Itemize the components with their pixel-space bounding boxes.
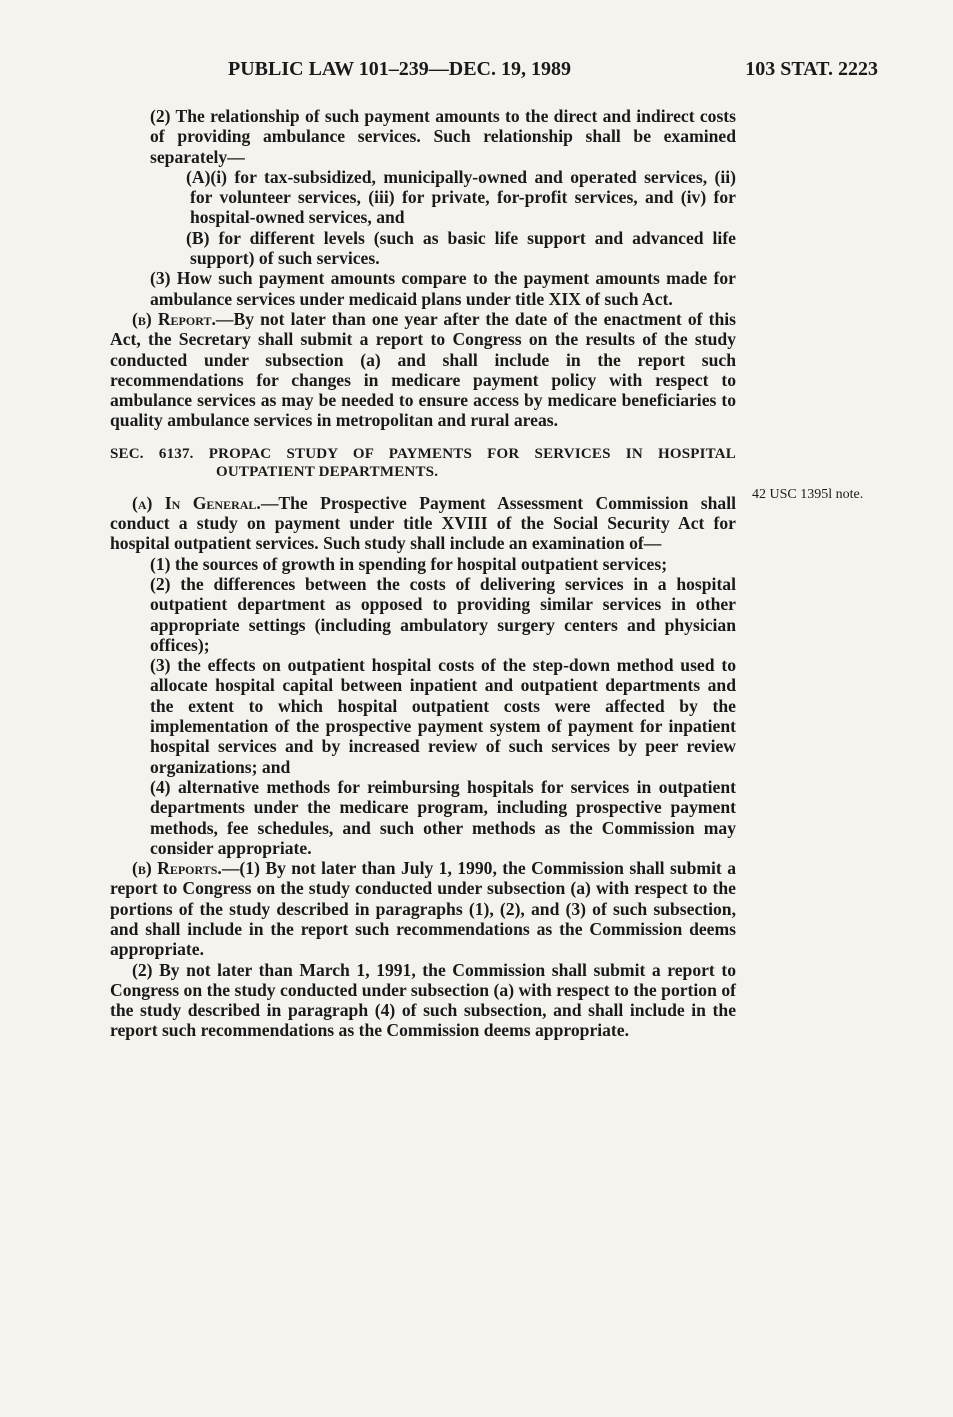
paragraph-3-comparison: (3) How such payment amounts compare to the payment amounts made for ambulance services under medicaid plans under title XIX of such Act.: [150, 268, 736, 309]
subsection-b-reports-text: —(1) By not later than July 1, 1990, the Commission shall submit a report to Congress on the study conducted under subsection (a) with respect to the portions of the study described in paragraphs (1), (2), and (3) of such subsection, and shall include in the report such recommendations as the Commission deems appropriate.: [110, 858, 736, 960]
item-3: (3) the effects on outpatient hospital costs of the step-down method used to allocate hospital capital between inpatient and outpatient departments and the extent to which hospital outpatient costs were affected by the implementation of the prospective payment system of payment for inpatient hospital services and by increased review of such services by peer review organizations; and: [150, 655, 736, 777]
public-law-title: PUBLIC LAW 101–239—DEC. 19, 1989: [228, 58, 571, 80]
subsection-b-report: [110, 309, 736, 431]
subsection-a-text: —The Prospective Payment Assessment Commission shall conduct a study on payment under title XVIII of the Social Security Act for hospital outpatient services. Such study shall include an examination of—: [110, 492, 736, 554]
subparagraph-a: (A)(i) for tax-subsidized, municipally-owned and operated services, (ii) for volunteer services, (iii) for private, for-profit services, and (iv) for hospital-owned services, and: [186, 166, 736, 228]
usc-margin-note: 42 USC 1395l note.: [752, 487, 864, 502]
subsection-b-reports: [110, 858, 736, 959]
section-heading: SEC. 6137. PROPAC STUDY OF PAYMENTS FOR SERVICES IN HOSPITAL OUTPATIENT DEPARTMENTS.: [110, 445, 736, 480]
stat-page-number: 103 STAT. 2223: [745, 58, 878, 80]
subparagraph-b: (B) for different levels (such as basic life support and advanced life support) of such services.: [186, 227, 736, 269]
paragraph-2-relationship: (2) The relationship of such payment amounts to the direct and indirect costs of providing ambulance services. Such relationship shall be examined separately—: [150, 106, 736, 167]
subsection-a-general: [110, 493, 736, 554]
item-4: (4) alternative methods for reimbursing hospitals for services in outpatient departments under the medicare program, including prospective payment methods, fee schedules, and such other methods as the Commission may consider appropriate.: [150, 776, 736, 858]
subsection-b-label: (b) Report.: [132, 308, 216, 329]
subsection-b-text: —By not later than one year after the date of the enactment of this Act, the Secretary shall submit a report to Congress on the results of the study conducted under subsection (a) and shall include in the report such recommendations for changes in medicare payment policy with respect to ambulance services as may be needed to ensure access by medicare beneficiaries to quality ambulance services in metropolitan and rural areas.: [110, 308, 736, 431]
subsection-a-label: (a) In General.: [132, 492, 261, 513]
item-1: (1) the sources of growth in spending for hospital outpatient services;: [150, 553, 668, 574]
item-2: (2) the differences between the costs of delivering services in a hospital outpatient department as opposed to providing similar services in other appropriate settings (including ambulatory surgery centers and physician offices);: [150, 573, 736, 655]
subsection-b-reports-label: (b) Reports.: [132, 858, 222, 879]
report-2: (2) By not later than March 1, 1991, the Commission shall submit a report to Congress on the study conducted under subsection (a) with respect to the portion of the study described in paragraph (4) of such subsection, and shall include in the report such recommendations as the Commission deems appropriate.: [110, 959, 736, 1041]
law-text: [110, 106, 736, 1041]
